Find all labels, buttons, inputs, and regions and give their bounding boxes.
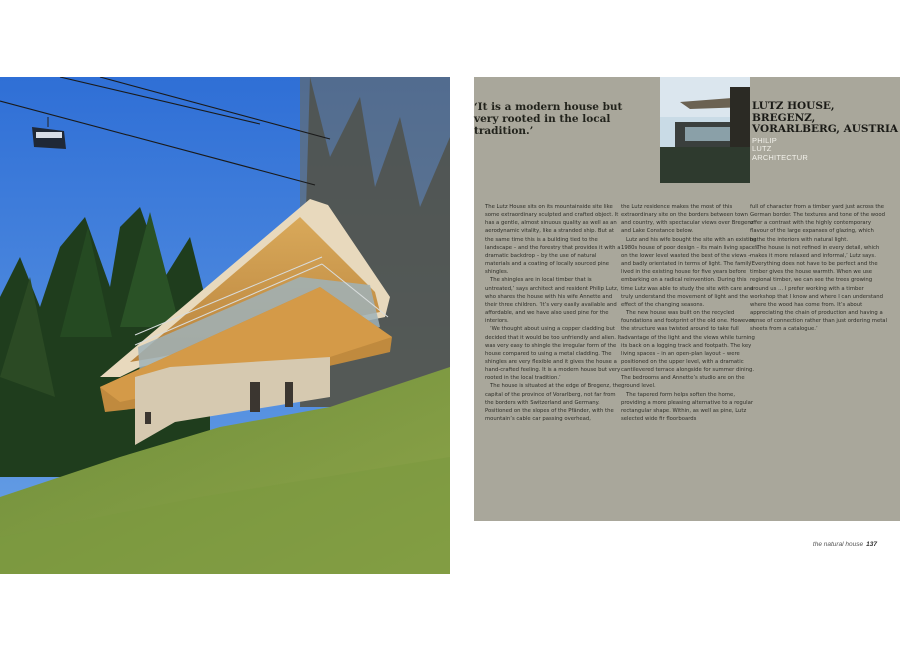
architect-credit-line: ARCHITECTUR — [752, 152, 808, 162]
paragraph: The shingles are in local timber that is untreated,’ says architect and resident Philip Lutz, who shares the house with his wife Annette and their three children. ‘It’s very easily available and affordable, and we have also used pine for the interiors. — [485, 277, 619, 325]
paragraph: The tapered form helps soften the home, providing a more pleasing alternative to a regular rectangular shape. Within, as well as pine, Lutz selected wide fir floorboards — [621, 391, 754, 423]
architect-credit-line: LUTZ — [752, 144, 772, 153]
thumbnail-photo — [660, 77, 750, 183]
paragraph: the Lutz residence makes the most of this extraordinary site on the borders between town and country, with spectacular views over Bregenz and Lake Constance below. — [621, 204, 754, 235]
paragraph: full of character from a timber yard just across the German border. The textures and tone of the wood offer a contrast with the highly contemporary flavour of the large expanses of glazing, which bathe the interiors with natural light. — [750, 204, 885, 243]
architect-credit — [752, 137, 900, 163]
architect-credit-line: PHILIP — [752, 135, 777, 145]
paragraph: ‘The house is not refined in every detail, which makes it more relaxed and informal,’ Lutz says. ‘Everything does not have to be perfect and the timber gives the house warmth. When we use regional timber, we can see the trees growing around us ... I prefer working with a timber workshop that I know and where I can understand where the wood has come from. It’s about appreciating the chain of production and having a sense of connection rather than just ordering metal sheets from a catalogue.’ — [750, 244, 887, 333]
page-number: 137 — [866, 541, 877, 548]
paragraph: ‘We thought about using a copper cladding but decided that it would be too unfriendly and alien. It was very easy to shingle the irregular form of the house compared to using a metal cladding. The shingles are very flexible and it gives the house a hand-crafted feeling. It is a modern house but very rooted in the local tradition.’ — [485, 326, 622, 382]
body-column-1 — [485, 203, 622, 423]
article-title: LUTZ HOUSE, BREGENZ, VORARLBERG, AUSTRIA — [752, 100, 899, 135]
paragraph: The Lutz House sits on its mountainside site like some extraordinary sculpted and crafted object. It has a gentle, almost sinuous quality as well as an aerodynamic vitality, like a stranded ship. But at the same time this is a building tied to the landscape – and the forestry that provides it with a dramatic backdrop – by the use of natural materials and a coating of locally sourced pine shingles. — [485, 204, 621, 276]
paragraph: The house is situated at the edge of Bregenz, the capital of the province of Vorarlberg, not far from the borders with Switzerland and Germany. Positioned on the slopes of the Pfänder, with the mountain’s cable car passing overhead, — [485, 383, 622, 423]
paragraph: The new house was built on the recycled foundations and footprint of the old one. However, the structure was twisted around to take full advantage of the light and the views while turning its back on a logging track and footpath. The key living spaces – in an open-plan layout – were positioned on the upper level, with a dramatic cantilevered terrace alongside for summer dining. The bedrooms and Annette’s studio are on the ground level. — [621, 310, 756, 390]
house-photo — [0, 77, 450, 574]
page-footer — [813, 541, 877, 548]
article-title-block — [752, 101, 900, 162]
body-column-2 — [621, 203, 758, 423]
book-title: the natural house — [812, 541, 864, 548]
body-column-3 — [750, 203, 887, 334]
pull-quote: ‘It is a modern house but very rooted in the local tradition.’ — [474, 101, 623, 137]
paragraph: Lutz and his wife bought the site with an existing 1980s house of poor design – its main living spaces on the lower level wasted the best of the views – and badly orientated in terms of light. The family lived in the existing house for five years before embarking on a radical reinvention. During this time Lutz was able to study the site with care and truly understand the movement of light and the effect of the changing seasons. — [621, 236, 758, 308]
